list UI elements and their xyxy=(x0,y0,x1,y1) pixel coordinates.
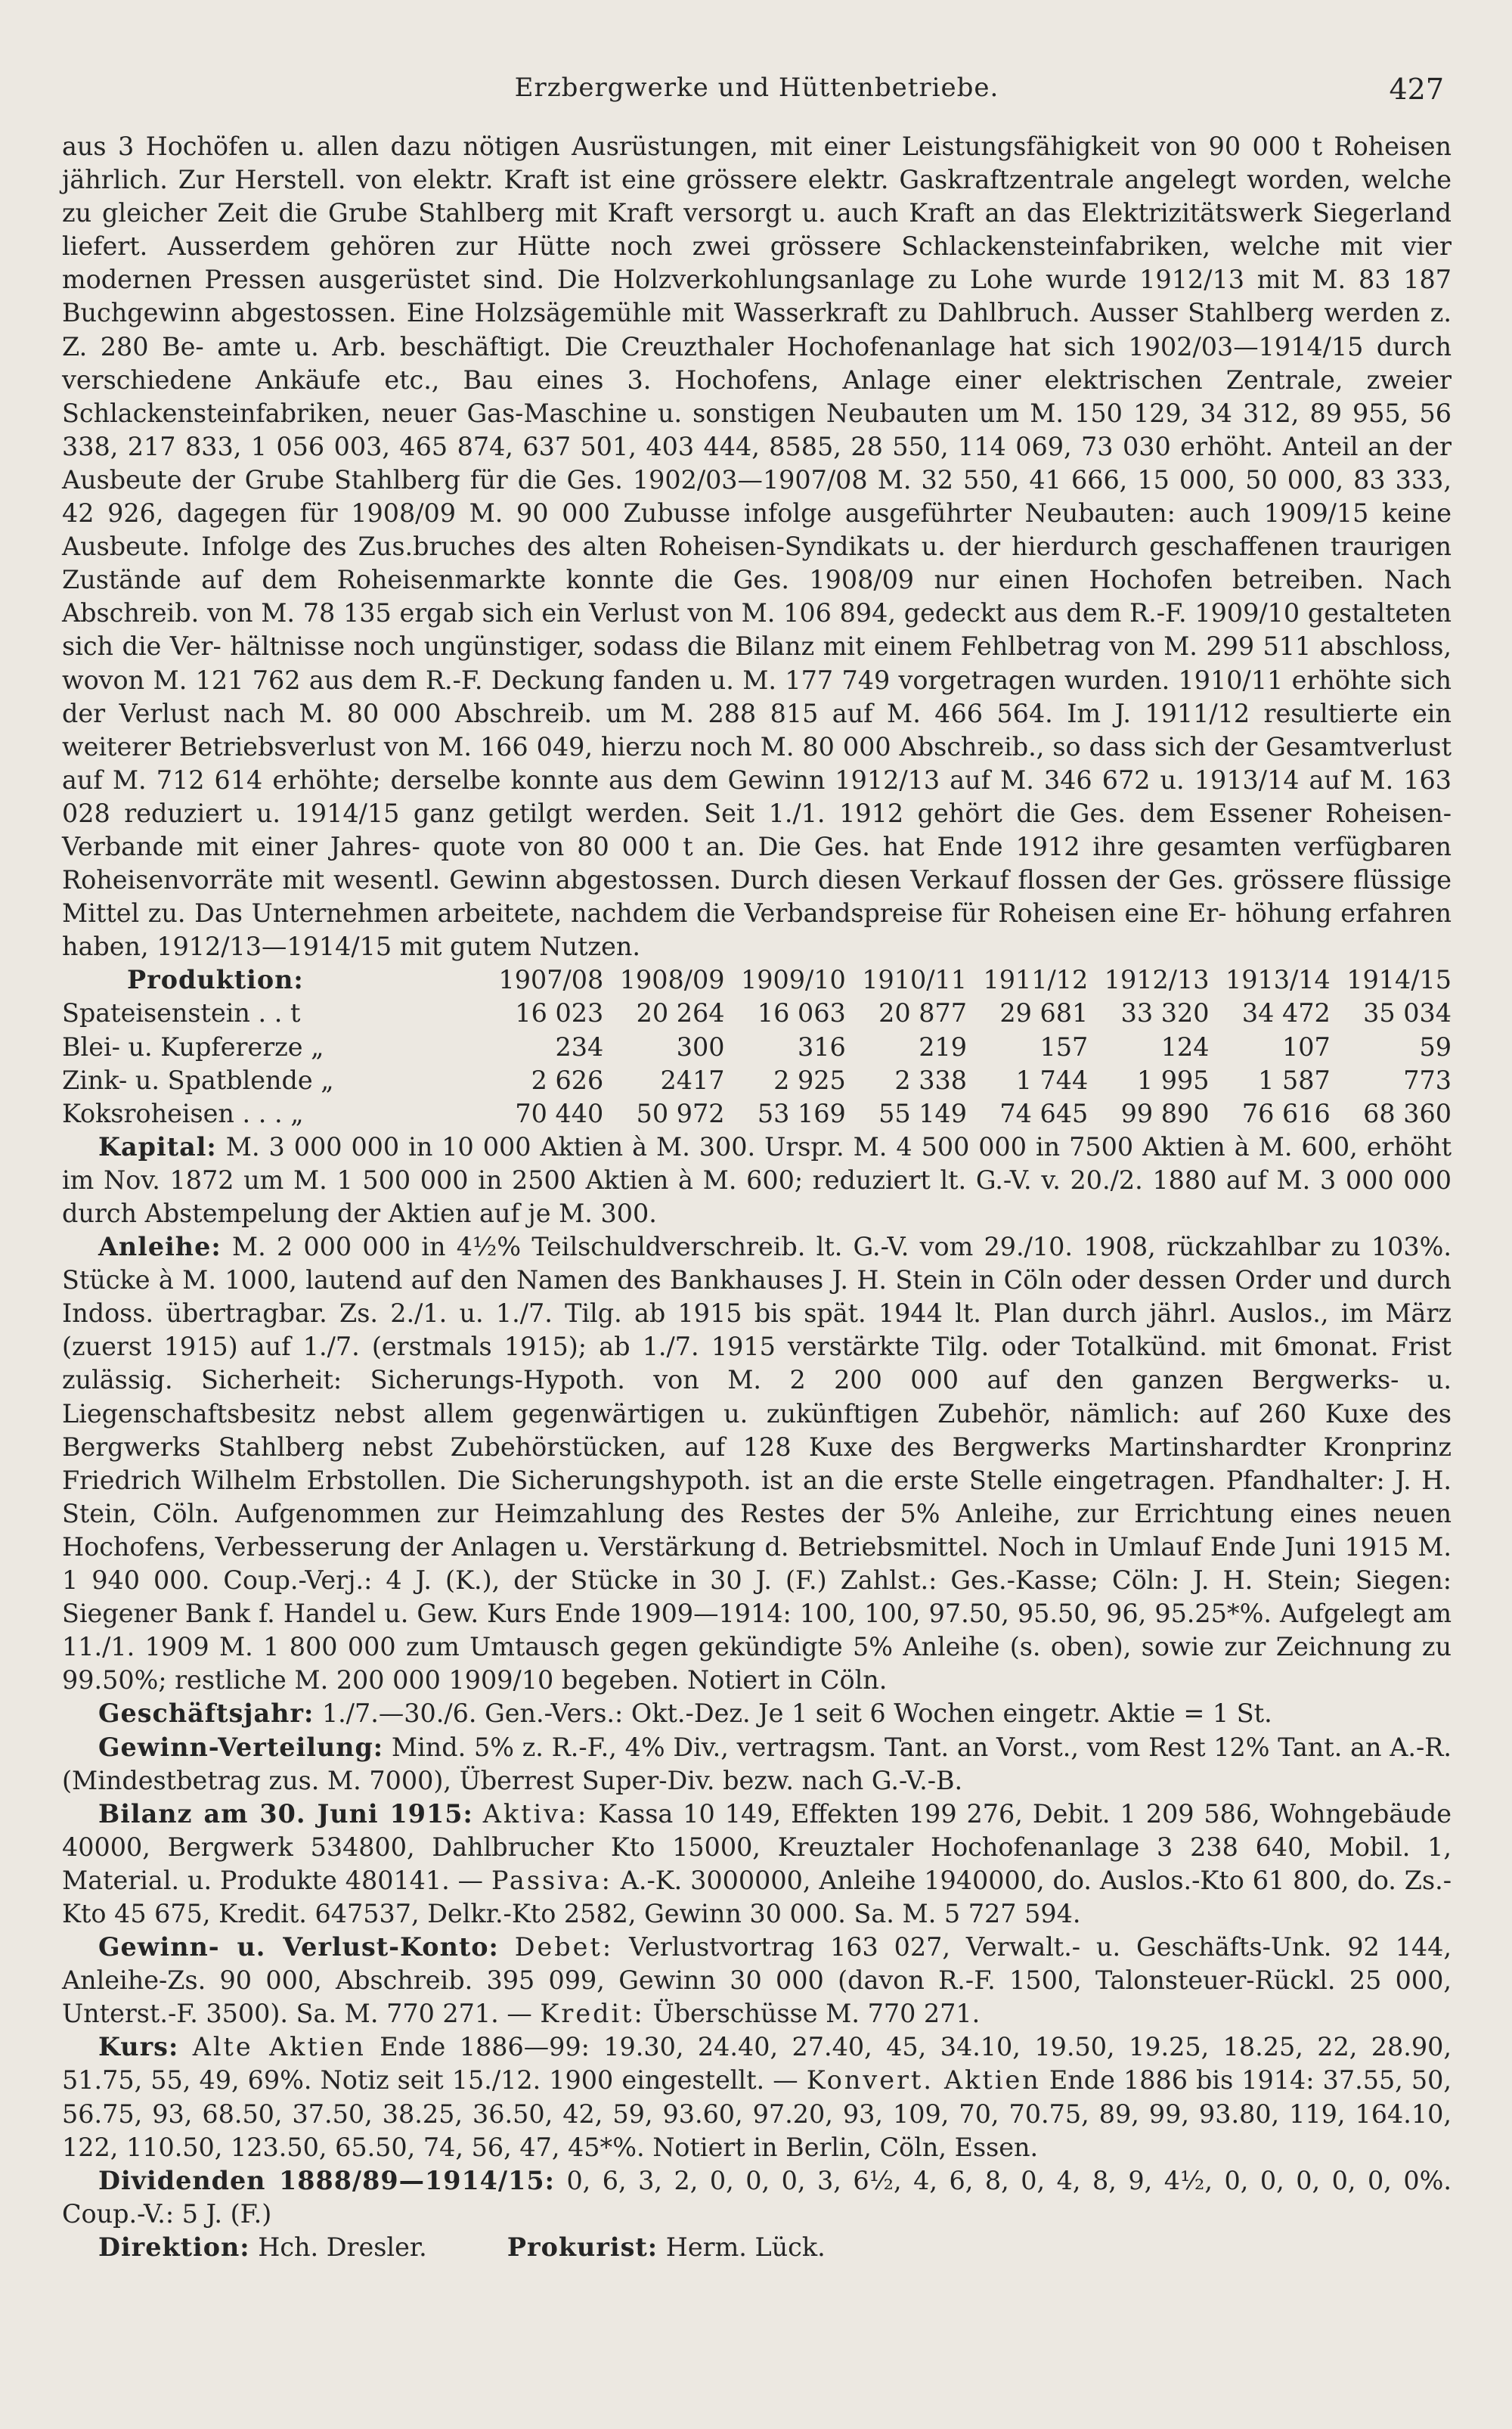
anleihe-paragraph xyxy=(62,1230,1452,1697)
table-cell: 107 xyxy=(1282,1031,1331,1062)
anleihe-text: M. 2 000 000 in 4½% Teilschuldverschreib. lt. G.-V. vom 29./10. 1908, rückzahlbar zu 103%. Stücke à M. 1000, lautend auf den Namen des Bankhauses J. H. Stein in Cöln oder dessen Order und durch Indoss. übertragbar. Zs. 2./1. u. 1./7. Tilg. ab 1915 bis spät. 1944 lt. Plan durch jährl. Auslos., im März (zuerst 1915) auf 1./7. (erstmals 1915); ab 1./7. 1915 verstärkte Tilg. oder Totalkünd. mit 6monat. Frist zulässig. Sicherheit: Sicherungs-Hypoth. von M. 2 200 000 auf den ganzen Bergwerks- u. Liegenschaftsbesitz nebst allem gegenwärtigen u. zukünftigen Zubehör, nämlich: auf 260 Kuxe des Bergwerks Stahlberg nebst Zubehörstücken, auf 128 Kuxe des Bergwerks Martinshardter Kronprinz Friedrich Wilhelm Erbstollen. Die Sicherungshypoth. ist an die erste Stelle eingetragen. Pfandhalter: J. H. Stein, Cöln. Aufgenommen zur Heimzahlung des Restes der 5% Anleihe, zur Errichtung eines neuen Hochofens, Verbesserung der Anlagen u. Verstärkung d. Betriebsmittel. Noch in Umlauf Ende Juni 1915 M. 1 940 000. Coup.-Verj.: 4 J. (K.), der Stücke in 30 J. (F.) Zahlst.: Ges.-Kasse; Cöln: J. H. Stein; Siegen: Siegener Bank f. Handel u. Gew. Kurs Ende 1909—1914: 100, 100, 97.50, 95.50, 96, 95.25*%. Aufgelegt am 11./1. 1909 M. 1 800 000 zum Umtausch gegen gekündigte 5% Anleihe (s. oben), sowie zur Zeichnung zu 99.50%; restliche M. 200 000 1909/10 begeben. Notiert in Cöln. xyxy=(62,1232,1452,1695)
table-cell: 59 xyxy=(1419,1031,1452,1062)
alte-aktien-label: Alte Aktien xyxy=(192,2032,366,2062)
year-header: 1912/13 xyxy=(1104,965,1210,995)
kapital-text: M. 3 000 000 in 10 000 Aktien à M. 300. Urspr. M. 4 500 000 in 7500 Aktien à M. 600, erhöht im Nov. 1872 um M. 1 500 000 in 2500 Aktien à M. 600; reduziert lt. G.-V. v. 20./2. 1880 auf M. 3 000 000 durch Abstempelung der Aktien auf je M. 300. xyxy=(62,1131,1452,1228)
text-line: werden. Seit 1./1. 1912 gehört die Ges. dem Essener Roheisen-Verbande mit einer Jahres- xyxy=(62,798,1452,861)
table-cell: 219 xyxy=(919,1031,967,1062)
intro-paragraph xyxy=(62,130,1452,963)
dividenden-label: Dividenden 1888/89—1914/15: xyxy=(98,2165,555,2195)
text-line: 73 030 erhöht. Anteil an der Ausbeute der Grube Stahlberg für die Ges. 1902/03—1907/08 xyxy=(62,431,1452,495)
gewinnverteilung-label: Gewinn-Verteilung: xyxy=(98,1732,384,1762)
table-cell: 20 264 xyxy=(636,998,725,1028)
direktion-paragraph xyxy=(62,2231,1452,2264)
text-line: Holzverkohlungsanlage zu Lohe wurde 1912/13 mit M. 83 187 Buchgewinn abgestossen. xyxy=(62,265,1452,328)
gewinnverteilung-text: Mind. 5% z. R.-F., 4% Div., vertragsm. Tant. an Vorst., vom Rest 12% Tant. an A.-R. (Mindestbetrag zus. M. 7000), Überrest Super-Div. bezw. nach G.-V.-B. xyxy=(62,1732,1452,1795)
text-line: amte u. Arb. beschäftigt. Die Creuzthaler Hochofenanlage hat sich 1902/03—1914/15 durch xyxy=(217,331,1452,361)
dividenden-text: 0, 6, 3, 2, 0, 0, 0, 3, 6½, 4, 6, 8, 0, 4, 8, 9, 4½, 0, 0, 0, 0, 0, 0%. Coup.-V.: 5 J. (F.) xyxy=(62,2165,1452,2229)
text-line: aus 3 Hochöfen u. allen dazu nötigen Ausrüstungen, mit einer Leistungsfähigkeit von 90 000 t xyxy=(62,132,1323,161)
production-label: Produktion: xyxy=(127,965,304,995)
table-row xyxy=(62,1031,1452,1064)
year-header: 1913/14 xyxy=(1225,965,1331,995)
table-cell: 68 360 xyxy=(1363,1098,1452,1128)
kapital-label: Kapital: xyxy=(98,1131,217,1162)
prokurist-text: Herm. Lück. xyxy=(665,2232,826,2262)
dividenden-paragraph xyxy=(62,2164,1452,2231)
table-row xyxy=(62,1064,1452,1097)
passiva-text: A.-K. 3000000, Anleihe 1940000, do. Auslos.-Kto 61 800, do. Zs.-Kto 45 675, Kredit. 647537, Delkr.-Kto 2582, Gewinn 30 000. Sa. M. 5 727 594. xyxy=(62,1865,1452,1928)
gewinnverteilung-paragraph xyxy=(62,1731,1452,1798)
text-line: Roheisen-Syndikats u. der hierdurch geschaffenen traurigen Zustände auf dem Roheisenmarkte xyxy=(62,532,1452,595)
table-cell: 76 616 xyxy=(1241,1098,1331,1128)
kurs-label: Kurs: xyxy=(98,2032,179,2062)
year-header: 1908/09 xyxy=(619,965,725,995)
text-line: Abschreib., so dass sich der Gesamtverlust auf M. 712 614 erhöhte; derselbe konnte aus dem xyxy=(62,731,1452,795)
year-header: 1911/12 xyxy=(983,965,1089,995)
table-cell: 53 169 xyxy=(757,1098,846,1128)
text-line: Roheisen jährlich. Zur Herstell. von elektr. Kraft ist eine grössere elektr. Gaskraftzentrale xyxy=(62,132,1452,195)
table-cell: 1 587 xyxy=(1258,1065,1331,1095)
direktion-label: Direktion: xyxy=(98,2232,250,2262)
kurs-paragraph xyxy=(62,2030,1452,2164)
table-row xyxy=(62,997,1452,1030)
gewinn-verlust-label: Gewinn- u. Verlust-Konto: xyxy=(98,1932,499,1962)
year-header: 1909/10 xyxy=(741,965,846,995)
text-line: konnte die Ges. 1908/09 nur einen Hochofen betreiben. Nach Abschreib. von M. 78 135 ergab xyxy=(62,565,1452,628)
table-cell: 50 972 xyxy=(636,1098,725,1128)
table-row xyxy=(62,1097,1452,1131)
table-cell: 1 744 xyxy=(1015,1065,1089,1095)
direktion-text: Hch. Dresler. xyxy=(258,2232,427,2262)
geschaeftsjahr-paragraph xyxy=(62,1697,1452,1730)
page-number: 427 xyxy=(1389,73,1444,106)
year-header: 1914/15 xyxy=(1346,965,1452,995)
text-line: wovon M. 121 762 aus dem R.-F. Deckung fanden u. M. 177 749 vorgetragen wurden. 1910/11 xyxy=(62,665,1284,695)
table-cell: 29 681 xyxy=(999,998,1089,1028)
table-cell: 300 xyxy=(676,1031,725,1062)
text-line: ausgeführter Neubauten: auch 1909/15 keine Ausbeute. Infolge des Zus.bruches des alten xyxy=(62,498,1452,562)
table-cell: 316 xyxy=(798,1031,846,1062)
year-header: 1907/08 xyxy=(498,965,604,995)
bilanz-paragraph xyxy=(62,1798,1452,1931)
table-cell: 20 877 xyxy=(878,998,967,1028)
konvert-aktien-text: Ende 1886 bis 1914: 37.55, 50, 56.75, 93, 68.50, 37.50, 38.25, 36.50, 42, 59, 93.60, 97.20, 93, 109, 70, 70.75, 89, 99, 93.80, 119, 164.10, 122, 110.50, 123.50, 65.50, 74, 56, 47, 45*%. Notiert in Berlin, Cöln, Essen. xyxy=(62,2065,1452,2162)
text-line: verschiedene Ankäufe etc., Bau eines 3. Hochofens, Anlage einer elektrischen Zentrale, xyxy=(62,365,1343,395)
text-line: erhöhte sich der Verlust nach M. 80 000 Abschreib. um M. 288 815 auf M. 466 564. Im xyxy=(62,665,1452,728)
text-line: sich ein Verlust von M. 106 894, gedeckt aus dem R.-F. 1909/10 gestalteten sich die Ver- xyxy=(62,598,1452,662)
production-header-row xyxy=(62,963,1452,997)
row-label: Blei- u. Kupfererze „ xyxy=(62,1031,324,1062)
prokurist-label: Prokurist: xyxy=(507,2232,658,2262)
production-table xyxy=(62,963,1452,1130)
row-label: Koksroheisen . . . „ xyxy=(62,1098,304,1128)
aktiva-text: Kassa 10 149, Effekten 199 276, Debit. 1 209 586, Wohngebäude 40000, Bergwerk 534800, Dahlbrucher Kto 15000, Kreuztaler Hochofenanlage 3 238 640, Mobil. 1, Material. u. Produkte 480141. — xyxy=(62,1798,1452,1895)
alte-aktien-text: Ende 1886—99: 19.30, 24.40, 27.40, 45, 34.10, 19.50, 19.25, 18.25, 22, 28.90, 51.75, 55, 49, 69%. Notiz seit 15./12. 1900 eingestellt. — xyxy=(62,2032,1452,2096)
table-cell: 2 925 xyxy=(773,1065,846,1095)
text-line: angelegt worden, welche zu gleicher Zeit die Grube Stahlberg mit Kraft versorgt u. auch xyxy=(62,165,1452,228)
text-line: Gewinn 1912/13 auf M. 346 672 u. 1913/14 auf M. 163 028 reduziert u. 1914/15 ganz getilgt xyxy=(62,765,1452,828)
text-line: 34 312, 89 955, 56 338, 217 833, 1 056 003, 465 874, 637 501, 403 444, 8585, 28 550, 114 069, xyxy=(62,398,1452,461)
table-cell: 16 023 xyxy=(515,998,604,1028)
table-cell: 234 xyxy=(555,1031,604,1062)
debet-label: Debet: xyxy=(514,1932,614,1962)
passiva-label: Passiva: xyxy=(491,1865,612,1895)
text-line: Eine Holzsägemühle mit Wasserkraft zu Dahlbruch. Ausser Stahlberg werden z. Z. 280 Be- xyxy=(62,298,1452,361)
table-cell: 2417 xyxy=(660,1065,725,1095)
konvert-aktien-label: Konvert. Aktien xyxy=(806,2065,1041,2096)
debet-text: Verlustvortrag 163 027, Verwalt.- u. Geschäfts-Unk. 92 144, Anleihe-Zs. 90 000, Abschreib. 395 099, Gewinn 30 000 (davon R.-F. 1500, Talonsteuer-Rückl. 25 000, Unterst.-F. 3500). Sa. M. 770 271. — xyxy=(62,1932,1452,2029)
text-line: M. 32 550, 41 666, 15 000, 50 000, 83 333, 42 926, dagegen für 1908/09 M. 90 000 Zubusse infolge xyxy=(62,464,1452,529)
text-line: J. 1911/12 resultierte ein weiterer Betriebsverlust von M. 166 049, hierzu noch M. 80 000 xyxy=(62,698,1452,762)
text-line: hältnisse noch ungünstiger, sodass die Bilanz mit einem Fehlbetrag von M. 299 511 abschloss, xyxy=(230,631,1452,662)
table-cell: 74 645 xyxy=(999,1098,1089,1128)
table-cell: 773 xyxy=(1403,1065,1452,1095)
table-cell: 2 626 xyxy=(531,1065,604,1095)
running-title: Erzbergwerke und Hüttenbetriebe. xyxy=(514,73,999,103)
table-cell: 35 034 xyxy=(1363,998,1452,1028)
bilanz-label: Bilanz am 30. Juni 1915: xyxy=(98,1798,473,1829)
gewinn-verlust-paragraph xyxy=(62,1931,1452,2030)
row-label: Spateisenstein . . t xyxy=(62,998,301,1028)
table-cell: 70 440 xyxy=(515,1098,604,1128)
text-line: grössere Schlackensteinfabriken, welche mit vier modernen Pressen ausgerüstet sind. Die xyxy=(62,231,1452,295)
table-cell: 124 xyxy=(1160,1031,1210,1062)
text-line: Kraft an das Elektrizitätswerk Siegerland liefert. Ausserdem gehören zur Hütte noch zwei xyxy=(62,198,1452,262)
anleihe-label: Anleihe: xyxy=(98,1232,222,1262)
geschaeftsjahr-label: Geschäftsjahr: xyxy=(98,1698,314,1729)
table-cell: 55 149 xyxy=(878,1098,967,1128)
table-cell: 157 xyxy=(1040,1031,1089,1062)
table-cell: 16 063 xyxy=(757,998,846,1028)
text-line: mit wesentl. Gewinn abgestossen. Durch diesen Verkauf flossen der Ges. grössere flüssige xyxy=(282,865,1452,895)
table-cell: 1 995 xyxy=(1136,1065,1210,1095)
kapital-paragraph xyxy=(62,1131,1452,1230)
geschaeftsjahr-text: 1./7.—30./6. Gen.-Vers.: Okt.-Dez. Je 1 seit 6 Wochen eingetr. Aktie = 1 St. xyxy=(321,1698,1272,1729)
aktiva-label: Aktiva: xyxy=(482,1798,589,1829)
table-cell: 33 320 xyxy=(1120,998,1210,1028)
table-cell: 99 890 xyxy=(1120,1098,1210,1128)
text-line: zweier Schlackensteinfabriken, neuer Gas-Maschine u. sonstigen Neubauten um M. 150 129, xyxy=(62,365,1452,428)
running-head xyxy=(62,73,1452,126)
text-line: quote von 80 000 t an. Die Ges. hat Ende 1912 ihre gesamten verfügbaren Roheisenvorräte xyxy=(62,831,1452,895)
row-label: Zink- u. Spatblende „ xyxy=(62,1065,334,1095)
table-cell: 2 338 xyxy=(894,1065,967,1095)
text-line: höhung erfahren haben, 1912/13—1914/15 mit gutem Nutzen. xyxy=(62,898,1452,962)
year-header: 1910/11 xyxy=(862,965,967,995)
table-cell: 34 472 xyxy=(1241,998,1331,1028)
body-text xyxy=(62,130,1452,2264)
text-line: Mittel zu. Das Unternehmen arbeitete, nachdem die Verbandspreise für Roheisen eine Er- xyxy=(62,898,1227,929)
kredit-label: Kredit: xyxy=(540,1999,645,2029)
kredit-text: Überschüsse M. 770 271. xyxy=(652,1999,981,2029)
